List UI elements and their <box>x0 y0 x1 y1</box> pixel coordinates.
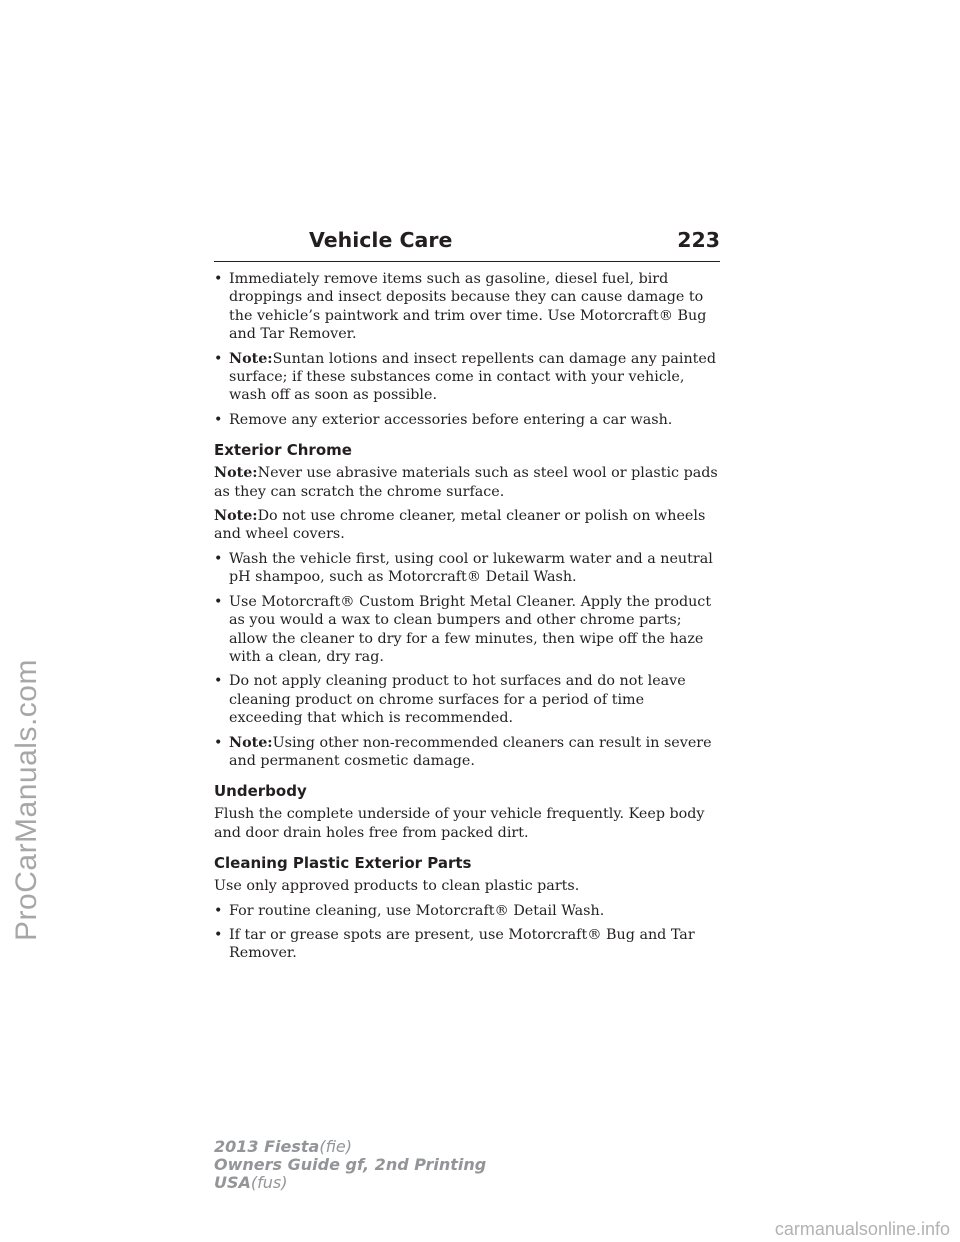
footer-line-1 <box>214 1138 486 1156</box>
body-text: If tar or grease spots are present, use Motorcraft® Bug and Tar Remover. <box>229 926 695 962</box>
bullet-item <box>214 926 720 963</box>
section-title: Vehicle Care <box>309 228 453 252</box>
body-text: Never use abrasive materials such as steel wool or plastic pads as they can scratch the chrome surface. <box>214 465 718 500</box>
footer-model: 2013 Fiesta <box>214 1137 320 1156</box>
bullet-item <box>214 350 720 405</box>
body-text: Remove any exterior accessories before entering a car wash. <box>229 411 673 428</box>
page-header <box>214 228 720 268</box>
note-label: Note: <box>214 465 258 482</box>
bullet-item <box>214 550 720 587</box>
bullet-glyph: • <box>214 673 223 690</box>
bullet-glyph: • <box>214 593 223 610</box>
bullet-glyph: • <box>214 902 223 919</box>
body-text: For routine cleaning, use Motorcraft® Detail Wash. <box>229 902 605 919</box>
bullet-item <box>214 734 720 771</box>
bullet-glyph: • <box>214 550 223 567</box>
body-text: Immediately remove items such as gasoline, diesel fuel, bird droppings and insect deposits because they can cause damage to the vehicle’s paintwork and trim over time. Use Motorcraft® Bug and Tar Remover. <box>229 271 707 343</box>
header-rule <box>214 261 720 262</box>
bullet-glyph: • <box>214 411 223 428</box>
body-text: Do not use chrome cleaner, metal cleaner or polish on wheels and wheel covers. <box>214 508 706 543</box>
page-number: 223 <box>677 228 720 252</box>
body-text: Use Motorcraft® Custom Bright Metal Cleaner. Apply the product as you would a wax to clean bumpers and other chrome parts; allow the cleaner to dry for a few minutes, then wipe off the haze with a clean, dry rag. <box>229 593 712 665</box>
footer-model-code: (fie) <box>319 1137 353 1156</box>
bullet-item <box>214 672 720 727</box>
paragraph <box>214 464 720 501</box>
bullet-item <box>214 411 720 429</box>
footer-line-3 <box>214 1174 486 1192</box>
body-text: Wash the vehicle first, using cool or lukewarm water and a neutral pH shampoo, such as Motorcraft® Detail Wash. <box>229 550 713 586</box>
procarmanuals-watermark <box>2 520 52 1080</box>
bullet-glyph: • <box>214 926 223 943</box>
body-text: Using other non-recommended cleaners can result in severe and permanent cosmetic damage. <box>229 734 712 769</box>
body-text: Use only approved products to clean plastic parts. <box>214 878 580 895</box>
bullet-item <box>214 270 720 344</box>
note-label: Note: <box>229 734 273 751</box>
section-heading: Underbody <box>214 782 307 801</box>
paragraph <box>214 507 720 544</box>
document-footer <box>214 1138 486 1192</box>
footer-market-code: (fus) <box>250 1173 288 1192</box>
carmanualsonline-watermark: carmanualsonline.info <box>774 1219 950 1239</box>
bullet-item <box>214 902 720 920</box>
bullet-glyph: • <box>214 271 223 287</box>
footer-line-2: Owners Guide gf, 2nd Printing <box>214 1155 487 1174</box>
bullet-item <box>214 593 720 667</box>
paragraph <box>214 805 720 842</box>
page-content <box>214 270 720 969</box>
note-label: Note: <box>229 350 273 367</box>
watermark-text: ProCarManuals.com <box>10 659 43 941</box>
note-label: Note: <box>214 508 258 525</box>
section-heading: Exterior Chrome <box>214 441 352 460</box>
body-text: Suntan lotions and insect repellents can damage any painted surface; if these substances come in contact with your vehicle, wash off as soon as possible. <box>229 350 717 404</box>
bullet-glyph: • <box>214 350 223 367</box>
paragraph <box>214 877 720 895</box>
body-text: Do not apply cleaning product to hot surfaces and do not leave cleaning product on chrome surfaces for a period of time exceeding that which is recommended. <box>229 673 686 727</box>
section-heading: Cleaning Plastic Exterior Parts <box>214 854 472 873</box>
bullet-glyph: • <box>214 734 223 751</box>
body-text: Flush the complete underside of your vehicle frequently. Keep body and door drain holes free from packed dirt. <box>214 806 705 841</box>
footer-market: USA <box>214 1173 251 1192</box>
